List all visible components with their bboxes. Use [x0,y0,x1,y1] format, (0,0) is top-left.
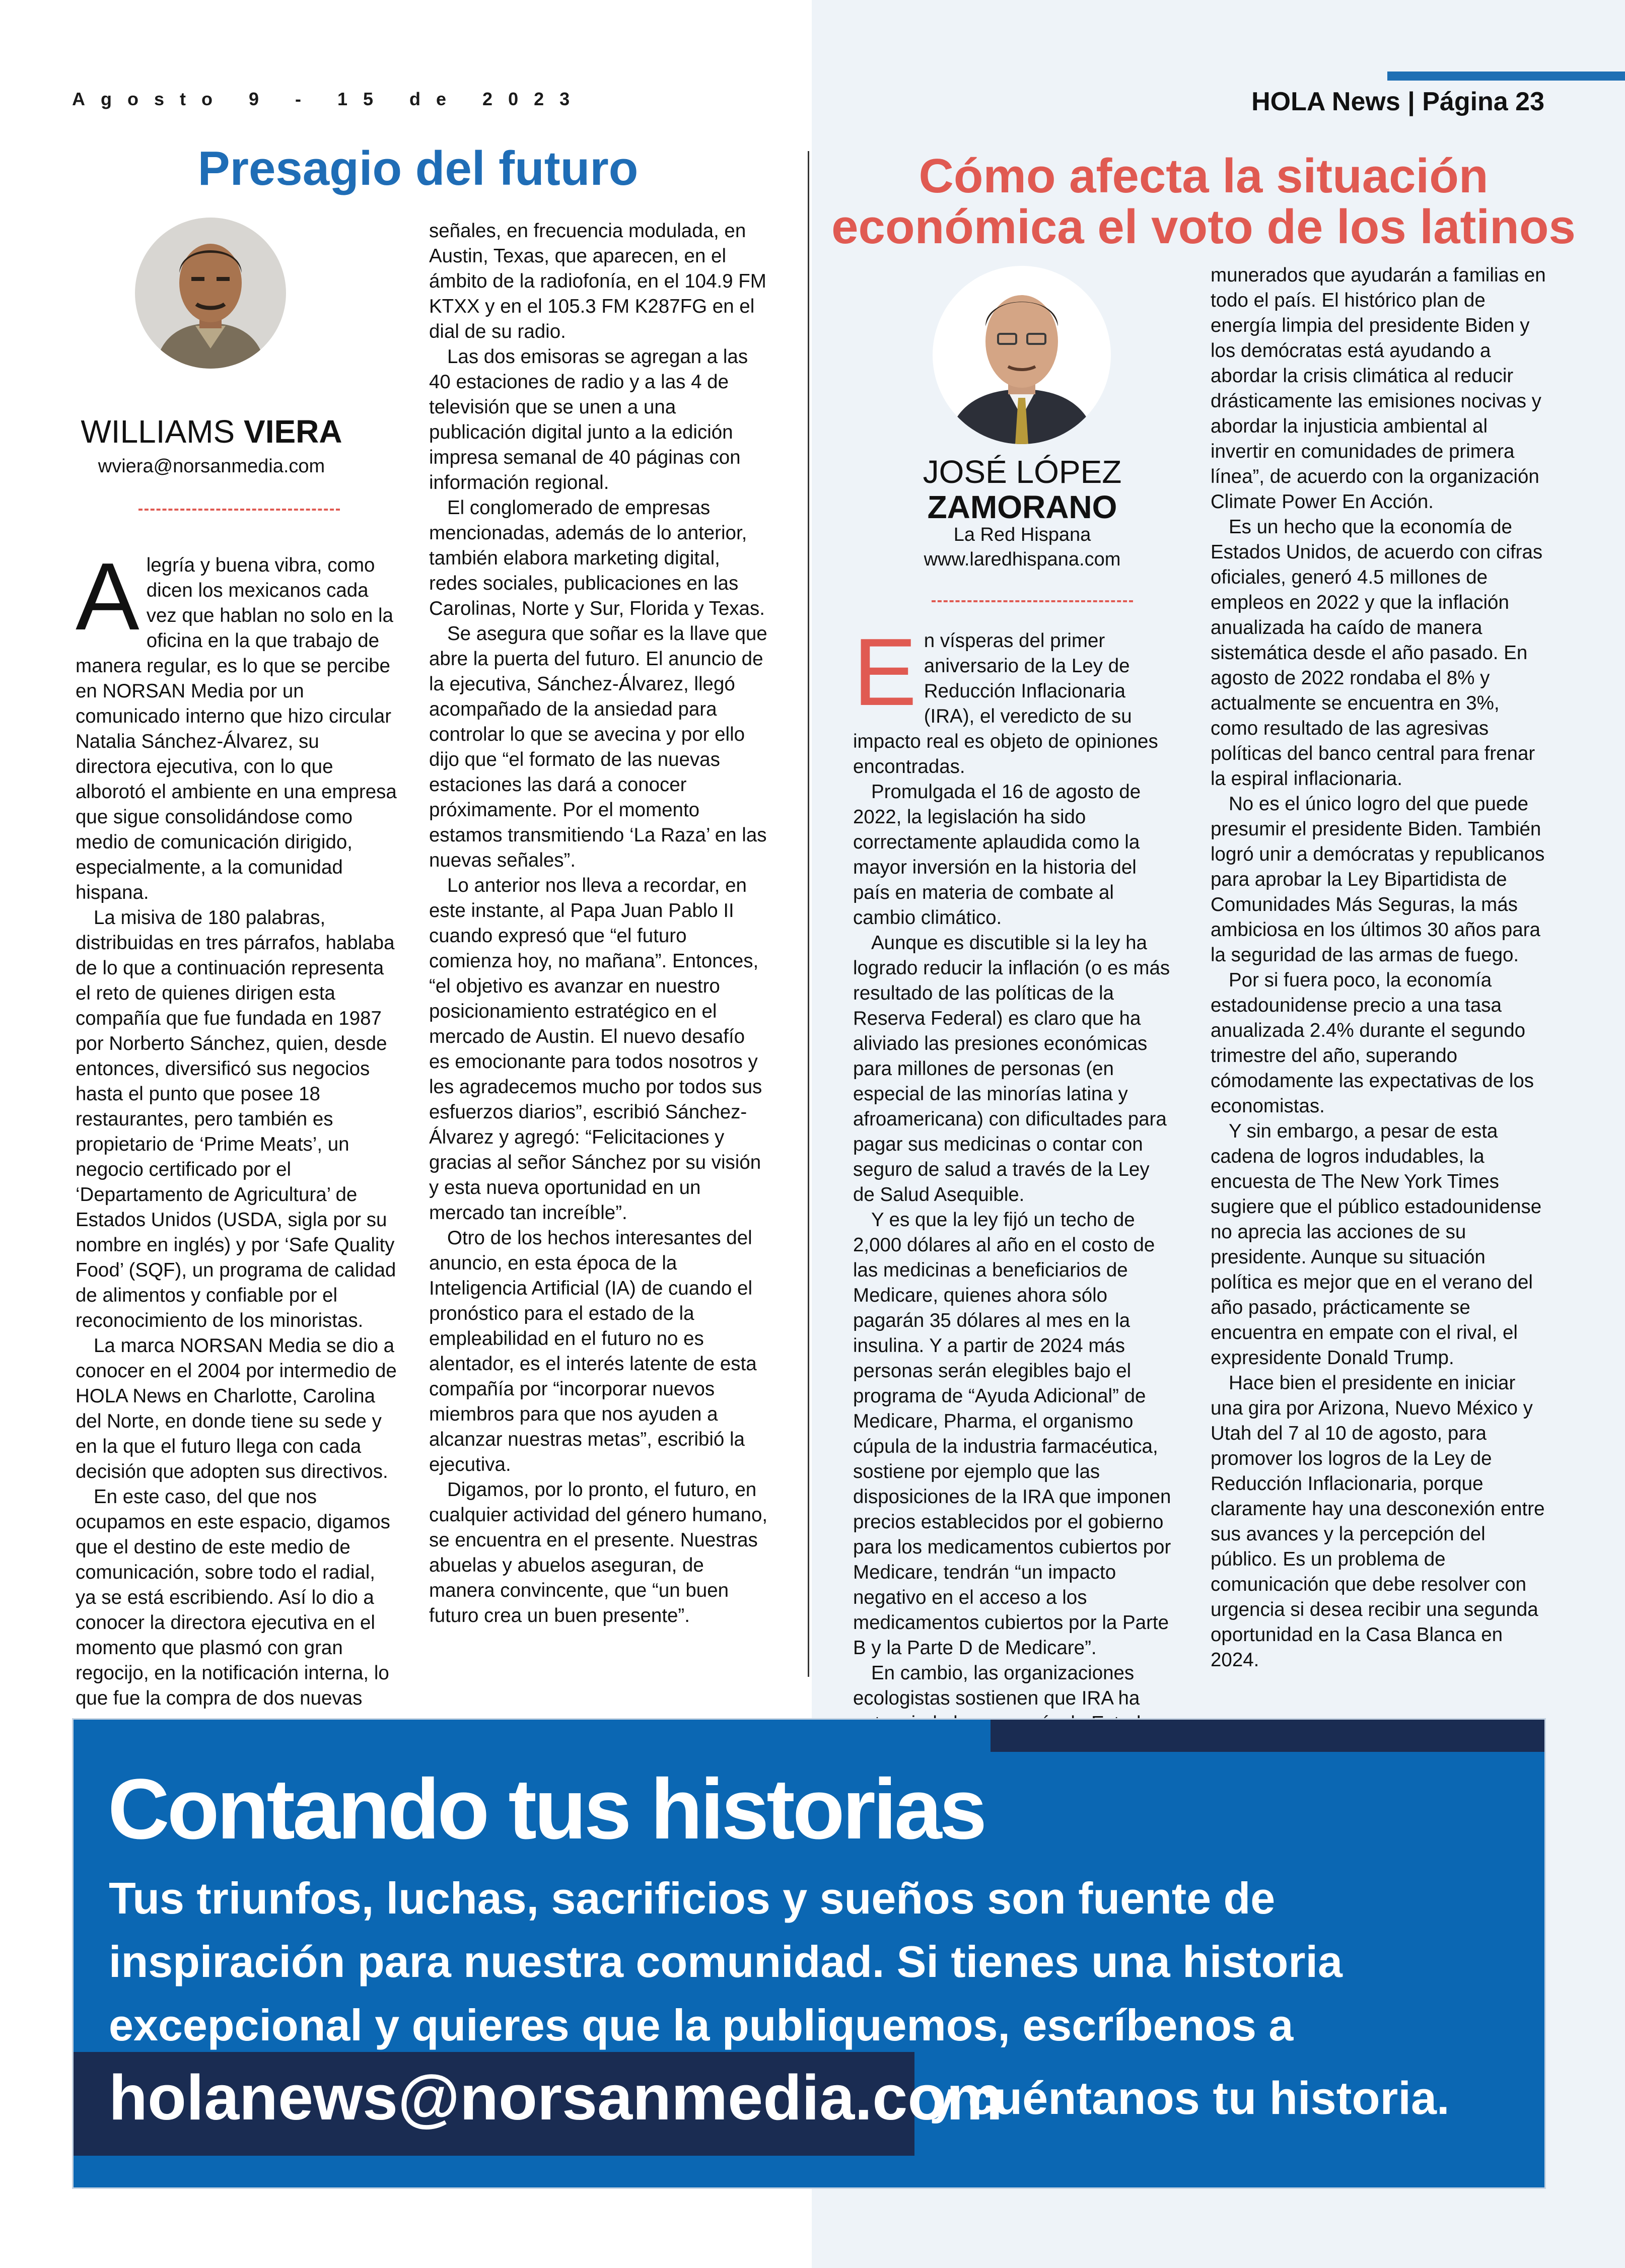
paragraph: En cambio, las organizaciones ecologistas sostienen que IRA ha [853,1662,1140,1709]
paragraph: Las dos emisoras se agregan a las 40 estaciones de radio y a las 4 de televisión que se unen a una publicación digital junto a la edición impresa semanal de 40 páginas con información regional. [429,346,748,493]
paragraph: Alegría y buena vibra, como dicen los mexicanos cada vez que hablan no solo en la oficina en la que trabajo de manera regular, es lo que se percibe en NORSAN Media por un comunicado interno que hizo circular Natalia Sánchez-Álvarez, su directora ejecutiva, con lo que alborotó el ambiente en una empresa que sigue consolidándose como medio de comunicación dirigido, especialmente, a la comunidad hispana. [76,543,397,903]
author-last-name: ZAMORANO [927,489,1117,526]
left-article-column-1 [76,543,398,1711]
paragraph: Es un hecho que la economía de Estados Unidos, de acuerdo con cifras oficiales, generó 4.5 millones de empleos en 2022 y que la inflación anualizada ha caído de manera sistemática desde el año pasado. En agosto de 2022 rondaba el 8% y actualmente se encuentra en 3%, como resultado de las agresivas políticas del banco central para frenar la espiral inflacionaria. [1211,516,1543,790]
author-website[interactable]: www.laredhispana.com [924,549,1121,571]
author-photo-lopez [933,266,1111,444]
right-article-column-1 [853,619,1175,1761]
banner-title: Contando tus historias [108,1761,985,1857]
paragraph: Y sin embargo, a pesar de esta cadena de logros indudables, la encuesta de The New York Times sugiere que el público estadounidense no aprecia las acciones de su presidente. Aunque su situación política es mejor que en el verano del año pasado, prácticamente se encuentra en empate con el rival, el expresidente Donald Trump. [1211,1120,1542,1369]
paragraph: Promulgada el 16 de agosto de 2022, la legislación ha sido correctamente aplaudida como la mayor inversión en la historia del país en materia de combate al cambio climático. [853,781,1141,929]
paragraph: munerados que ayudarán a familias en todo el país. El histórico plan de energía limpia del presidente Biden y los demócratas está ayudando a abordar la crisis climática al reducir drásticamente las emisiones nocivas y abordar la injusticia ambiental al invertir en comunidades de primera línea”, de acuerdo con la organización Climate Power En Acción. [1211,264,1546,513]
dateline: Agosto 9 - 15 de 2023 [72,89,586,109]
author-name-lopez [896,454,1148,525]
author-first-name: WILLIAMS [81,413,244,450]
author-first-name: JOSÉ LÓPEZ [923,454,1122,490]
paragraph: Hace bien el presidente en iniciar una gira por Arizona, Nuevo México y Utah del 7 al 10 de agosto, para promover los logros de la Ley de Reducción Inflacionaria, porque claramente hay una desconexión entre sus avances y la percepción del público. Es un problema de comunicación que debe resolver con urgencia si desea recibir una segunda oportunidad en la Casa Blanca en 2024. [1211,1372,1545,1671]
drop-cap: A [76,543,139,650]
paragraph: señales, en frecuencia modulada, en Austin, Texas, que aparecen, en el ámbito de la radiofonía, en el 104.9 FM KTXX y en el 105.3 FM K287FG en el dial de su radio. [429,220,766,342]
paragraph: Lo anterior nos lleva a recordar, en este instante, al Papa Juan Pablo II cuando expresó que “el futuro comienza hoy, no mañana”. Entonces, “el objetivo es avanzar en nuestro posicionamiento estratégico en el mercado de Austin. El nuevo desafío es emocionante para todos nosotros y les agradecemos mucho por todos sus esfuerzos diarios”, escribió Sánchez-Álvarez y agregó: “Felicitaciones y gracias al señor Sánchez por su visión y esta nueva oportunidad en un mercado tan increíble”. [429,875,762,1224]
left-article-title: Presagio del futuro [197,141,639,195]
column-divider [808,151,809,1677]
paragraph: Aunque es discutible si la ley ha logrado reducir la inflación (o es más resultado de las políticas de la Reserva Federal) es claro que ha aliviado las presiones económicas para millones de personas (en especial de las minorías latina y afroamericana) con dificultades para pagar sus medicinas o contar con seguro de salud a través de la Ley de Salud Asequible. [853,932,1170,1206]
paragraph: La misiva de 180 palabras, distribuidas en tres párrafos, hablaba de lo que a continuación representa el reto de quienes dirigen esta compañía que fue fundada en 1987 por Norberto Sánchez, quien, desde entonces, diversificó sus negocios hasta el punto que posee 18 restaurantes, pero también es propietario de ‘Prime Meats’, un negocio certificado por el ‘Departamento de Agricultura’ de Estados Unidos (USDA, sigla por su nombre en inglés) y por ‘Safe Quality Food’ (SQF), un programa de calidad de alimentos y confiable por el reconocimiento de los minoristas. [76,907,396,1331]
author-email[interactable]: wviera@norsanmedia.com [98,456,325,477]
author-photo-viera [135,218,286,369]
stories-banner [72,1718,1546,2189]
right-article-column-2 [1211,263,1548,1673]
paragraph: La marca NORSAN Media se dio a conocer en el 2004 por intermedio de HOLA News en Charlotte, Carolina del Norte, en donde tiene su sede y en la que el futuro llega con cada decisión que adopten sus directivos. [76,1335,397,1482]
author-divider [932,600,1133,602]
banner-tail: y cuéntanos tu historia. [930,2073,1450,2124]
paragraph: No es el único logro del que puede presumir el presidente Biden. También logró unir a demócratas y republicanos para aprobar la Ley Bipartidista de Comunidades Más Seguras, la más ambiciosa en los últimos 30 años para la seguridad de las armas de fuego. [1211,793,1545,966]
banner-accent-bar [991,1720,1544,1752]
paragraph: En vísperas del primer aniversario de la Ley de Reducción Inflacionaria (IRA), el veredicto de su impacto real es objeto de opiniones encontradas. [853,619,1158,777]
paragraph: El conglomerado de empresas mencionadas, además de lo anterior, también elabora marketing digital, redes sociales, publicaciones en las Carolinas, Norte y Sur, Florida y Texas. [429,497,765,619]
paragraph: Se asegura que soñar es la llave que abre la puerta del futuro. El anuncio de la ejecutiva, Sánchez-Álvarez, llegó acompañado de la ansiedad para controlar lo que se avecina y por ello dijo que “el formato de las nuevas estaciones las dará a conocer próximamente. Por el momento estamos transmitiendo ‘La Raza’ en las nuevas señales”. [429,623,767,871]
banner-email-link[interactable]: holanews@norsanmedia.com [109,2062,1003,2133]
paragraph: Digamos, por lo pronto, el futuro, en cualquier actividad del género humano, se encuentra en el presente. Nuestras abuelas y abuelos aseguran, de manera convincente, que “un buen futuro crea un buen presente”. [429,1479,768,1626]
right-article-title: Cómo afecta la situación económica el voto de los latinos [831,149,1576,254]
author-org [896,523,1148,573]
author-last-name: VIERA [244,413,342,450]
drop-cap: E [853,619,917,726]
paragraph: Y es que la ley fijó un techo de 2,000 dólares al año en el costo de las medicinas a beneficiarios de Medicare, quienes ahora sólo pagarán 35 dólares al mes en la insulina. Y a partir de 2024 más personas serán elegibles bajo el programa de “Ayuda Adicional” de Medicare, Pharma, el organismo cúpula de la industria farmacéutica, sostiene por ejemplo que las disposiciones de la IRA que imponen precios establecidos por el gobierno para los medicamentos cubiertos por Medicare, tendrán “un impacto negativo en el acceso a los medicamentos cubiertos por la Parte B y la Parte D de Medicare”. [853,1209,1171,1659]
page-info: HOLA News | Página 23 [1251,87,1544,116]
left-article-column-2 [429,219,770,1628]
banner-body: Tus triunfos, luchas, sacrificios y sueños son fuente de inspiración para nuestra comunidad. Si tienes una historia excepcional y quieres que la publiquemos, escríbenos a [109,1873,1343,2050]
paragraph: Por si fuera poco, la economía estadounidense precio a una tasa anualizada 2.4% durante el segundo trimestre del año, superando cómodamente las expectativas de los economistas. [1211,969,1534,1117]
author-divider [138,509,340,511]
paragraph: En este caso, del que nos ocupamos en este espacio, digamos que el destino de este medio de comunicación, sobre todo el radial, ya se está escribiendo. Así lo dio a conocer la directora ejecutiva en el momento que plasmó con gran regocijo, en la notificación interna, lo que fue la compra de dos nuevas [76,1486,390,1709]
header-accent-bar [1387,72,1625,81]
author-organization: La Red Hispana [953,524,1091,545]
author-name-viera [70,414,352,449]
email-box [74,2052,1003,2156]
paragraph: Otro de los hechos interesantes del anuncio, en esta época de la Inteligencia Artificial (IA) de cuando el pronóstico para el estado de la empleabilidad en el futuro no es alentador, es el interés latente de esta compañía por “incorporar nuevos miembros para que nos ayuden a alcanzar nuestras metas”, escribió la ejecutiva. [429,1227,757,1475]
